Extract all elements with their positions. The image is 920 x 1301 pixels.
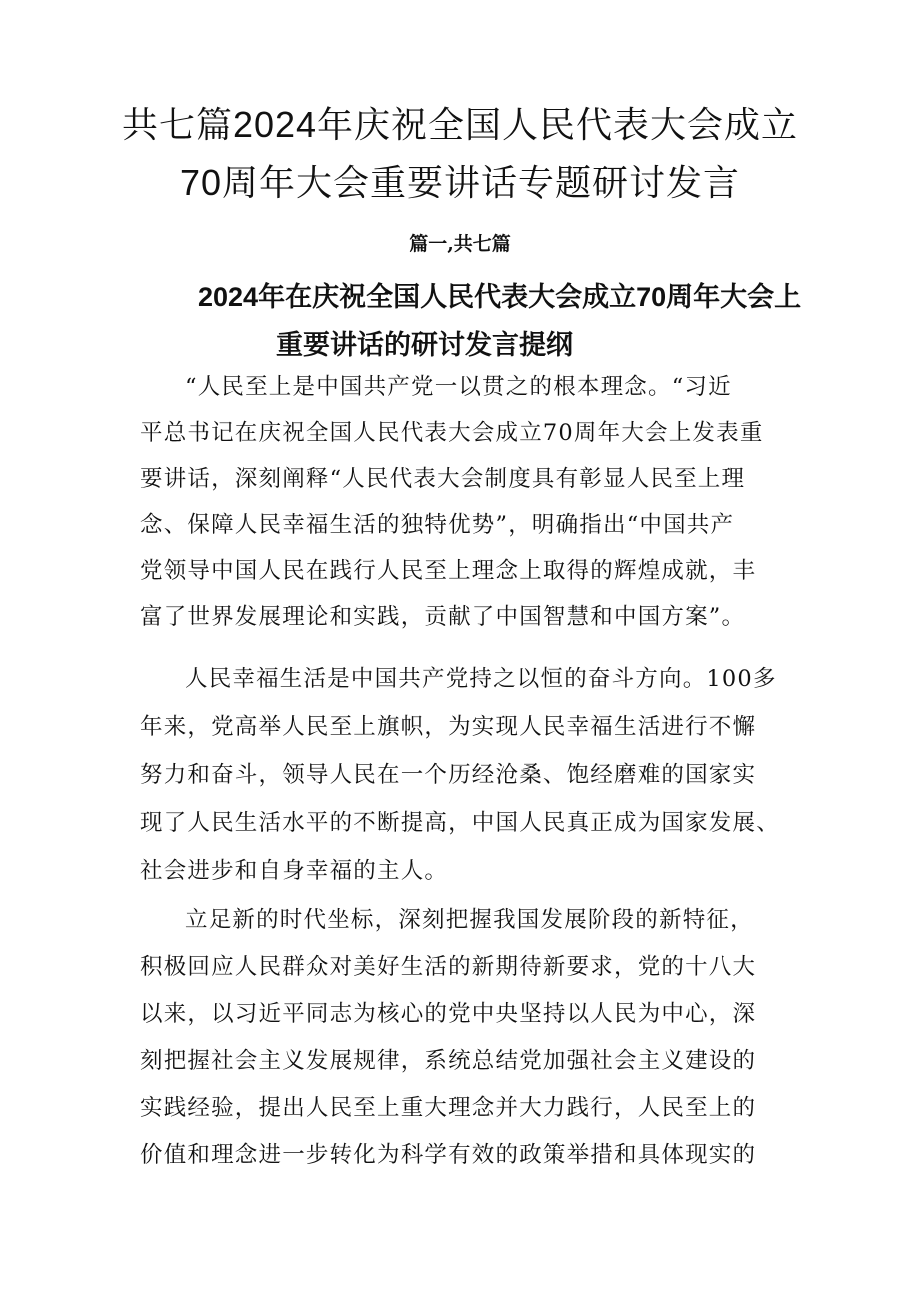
sub-title-line-1: 2024年在庆祝全国人民代表大会成立70周年大会上 — [198, 282, 802, 312]
paragraph-line: 价值和理念进一步转化为科学有效的政策举措和具体现实的 — [140, 1142, 757, 1168]
paragraph-line: “人民至上是中国共产党一以贯之的根本理念。“习近 — [185, 374, 732, 400]
section-label: 篇一,共七篇 — [409, 233, 511, 255]
main-title-line-2: 70周年大会重要讲话专题研讨发言 — [179, 162, 741, 203]
paragraph-line: 念、保障人民幸福生活的独特优势”，明确指出“中国共产 — [140, 512, 735, 538]
paragraph-line: 实践经验，提出人民至上重大理念并大力践行，人民至上的 — [140, 1095, 757, 1121]
paragraph-line: 平总书记在庆祝全国人民代表大会成立70周年大会上发表重 — [140, 420, 764, 446]
paragraph-line: 要讲话，深刻阐释“人民代表大会制度具有彰显人民至上理 — [140, 466, 746, 492]
paragraph-line: 人民幸福生活是中国共产党持之以恒的奋斗方向。100多 — [185, 666, 777, 692]
paragraph-line: 以来，以习近平同志为核心的党中央坚持以人民为中心，深 — [140, 1001, 757, 1027]
paragraph-line: 积极回应人民群众对美好生活的新期待新要求，党的十八大 — [140, 954, 757, 980]
main-title-line-1: 共七篇2024年庆祝全国人民代表大会成立 — [121, 104, 799, 145]
sub-title-line-2: 重要讲话的研讨发言提纲 — [276, 330, 573, 360]
paragraph-line: 现了人民生活水平的不断提高，中国人民真正成为国家发展、 — [140, 810, 780, 836]
paragraph-line: 党领导中国人民在践行人民至上理念上取得的辉煌成就，丰 — [140, 558, 757, 584]
paragraph-line: 社会进步和自身幸福的主人。 — [140, 858, 449, 884]
paragraph-line: 刻把握社会主义发展规律，系统总结党加强社会主义建设的 — [140, 1048, 757, 1074]
paragraph-line: 努力和奋斗，领导人民在一个历经沧桑、饱经磨难的国家实 — [140, 762, 757, 788]
paragraph-line: 年来，党高举人民至上旗帜，为实现人民幸福生活进行不懈 — [140, 714, 757, 740]
paragraph-line: 富了世界发展理论和实践，贡献了中国智慧和中国方案”。 — [140, 604, 746, 630]
paragraph-line: 立足新的时代坐标，深刻把握我国发展阶段的新特征， — [185, 907, 754, 933]
